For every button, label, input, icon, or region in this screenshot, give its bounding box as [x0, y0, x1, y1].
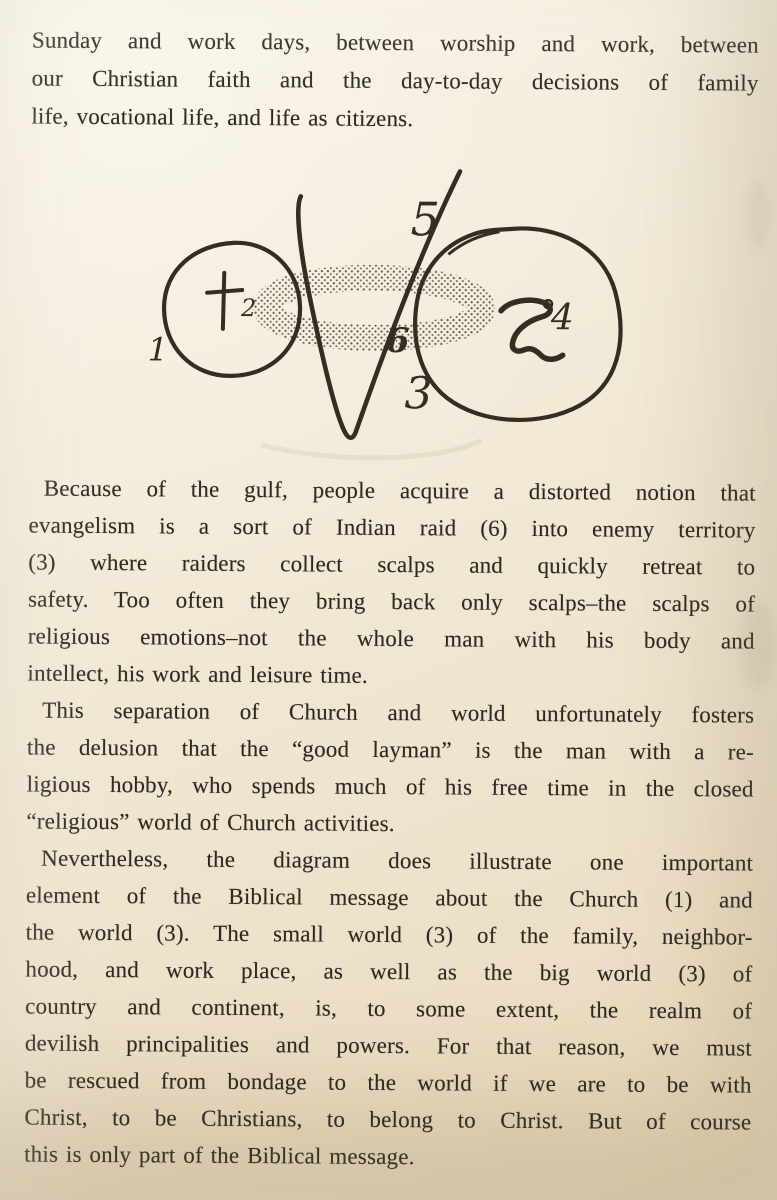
text-line: life, vocational life, and life as citizens. — [31, 103, 414, 132]
text-line: intellect, his work and leisure time. — [27, 660, 368, 688]
text-line: devilish principalities and powers. For that reason, we must — [24, 1030, 752, 1061]
paragraph — [27, 469, 756, 696]
label-1-church: 1 — [147, 330, 169, 369]
paragraph — [26, 691, 754, 844]
text-line: Nevertheless, the diagram does illustrate one important — [41, 845, 754, 876]
top-paragraph-block — [31, 21, 759, 140]
label-5-gulf: 5 — [410, 192, 441, 247]
paragraph — [24, 839, 753, 1177]
bleedthrough-ghost-arc — [261, 439, 481, 459]
text-line: Because of the gulf, people acquire a distorted notion that — [43, 475, 756, 506]
text-line: this is only part of the Biblical message. — [24, 1141, 415, 1170]
body-paragraph-block — [24, 469, 756, 1177]
text-line: be rescued from bondage to the world if we are to be with — [24, 1067, 752, 1098]
paragraph — [31, 21, 759, 140]
text-line: religious emotions–not the whole man with his body and — [27, 623, 755, 654]
text-line: ligious hobby, who spends much of his free time in the closed — [26, 771, 754, 802]
text-line: our Christian faith and the day-to-day decisions of family — [31, 65, 759, 96]
text-line: country and continent, is, to some extent, the realm of — [25, 993, 753, 1024]
church-world-diagram — [29, 147, 758, 474]
text-line: Christ, to be Christians, to belong to Christ. But of course — [24, 1104, 752, 1135]
text-line: safety. Too often they bring back only scalps–the scalps of — [27, 586, 756, 617]
text-line: Sunday and work days, between worship and work, between — [31, 27, 759, 58]
text-line: “religious” world of Church activities. — [26, 808, 395, 837]
text-line: the world (3). The small world (3) of the family, neighbor- — [25, 919, 753, 950]
text-line: (3) where raiders collect scalps and quickly retreat to — [28, 549, 756, 580]
cross-icon — [207, 273, 242, 329]
text-line: element of the Biblical message about the Church (1) and — [25, 882, 754, 913]
label-2-cross: 2 — [240, 293, 257, 323]
label-4-squiggle: 4 — [550, 297, 575, 339]
text-line: hood, and work place, as well as the big world (3) of — [25, 956, 753, 987]
diagram-sketch — [1, 147, 777, 474]
text-line: the delusion that the “good layman” is the man with a re- — [26, 734, 755, 765]
text-line: This separation of Church and world unfortunately fosters — [42, 697, 755, 728]
label-6-raid: 6 — [385, 320, 410, 362]
text-line: evangelism is a sort of Indian raid (6) into enemy territory — [28, 512, 756, 543]
label-3-world: 3 — [404, 368, 433, 420]
